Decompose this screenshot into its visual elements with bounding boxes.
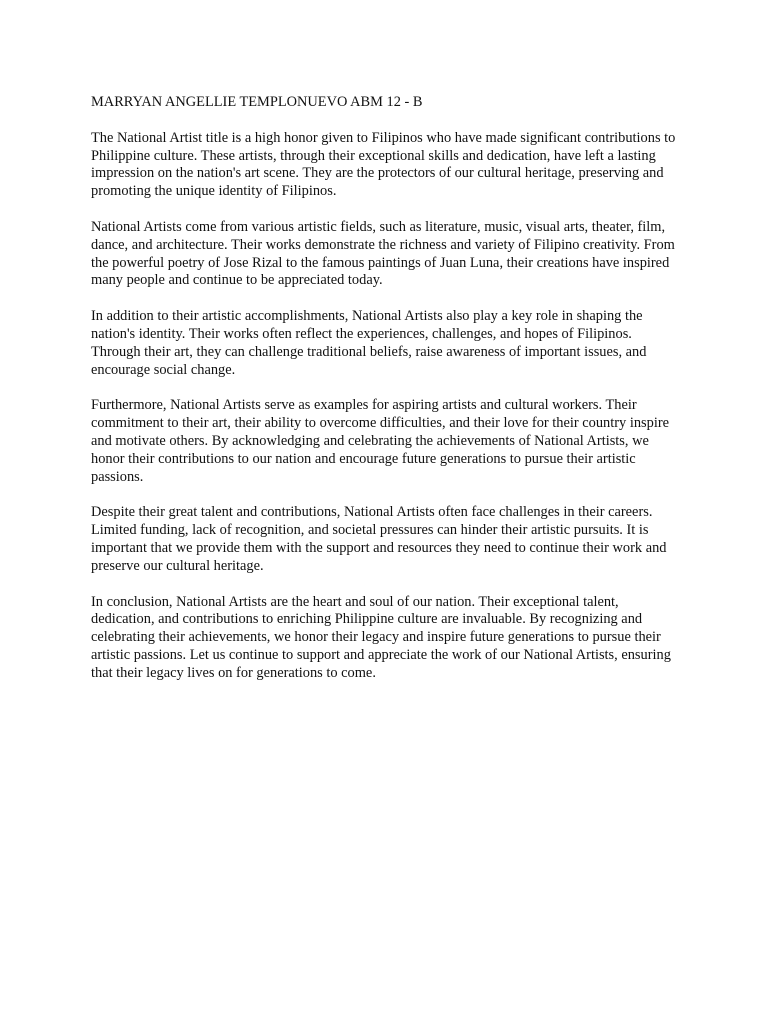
- paragraph-challenges: Despite their great talent and contributions, National Artists often face challenges in their careers. Limited funding, lack of recognition, and societal pressures can hinder their artistic pursuits. It is important that we provide them with the support and resources they need to continue their work and preserve our cultural heritage.: [91, 504, 667, 574]
- paragraph-conclusion: In conclusion, National Artists are the heart and soul of our nation. Their exceptional talent, dedication, and contributions to enriching Philippine culture are invaluable. By recognizing and celebrating their achievements, we honor their legacy and inspire future generations to pursue their artistic passions. Let us continue to support and appreciate the work of our National Artists, ensuring that their legacy lives on for generations to come.: [91, 593, 671, 681]
- paragraph-intro: The National Artist title is a high honor given to Filipinos who have made significant contributions to Philippine culture. These artists, through their exceptional skills and dedication, have left a lasting impression on the nation's art scene. They are the protectors of our cultural heritage, preserving and promoting the unique identity of Filipinos.: [91, 129, 676, 200]
- document-page: [91, 94, 683, 701]
- paragraph-role-models: Furthermore, National Artists serve as examples for aspiring artists and cultural workers. Their commitment to their art, their ability to overcome difficulties, and their love for their country inspire and motivate others. By acknowledging and celebrating the achievements of National Artists, we honor their contributions to our nation and encourage future generations to pursue their artistic passions.: [91, 397, 669, 485]
- paragraph-artistic-fields: National Artists come from various artistic fields, such as literature, music, visual arts, theater, film, dance, and architecture. Their works demonstrate the richness and variety of Filipino creativity. From the powerful poetry of Jose Rizal to the famous paintings of Juan Luna, their creations have inspired many people and continue to be appreciated today.: [91, 218, 675, 289]
- document-heading: MARRYAN ANGELLIE TEMPLONUEVO ABM 12 - B: [91, 94, 423, 110]
- paragraph-national-identity: In addition to their artistic accomplishments, National Artists also play a key role in shaping the nation's identity. Their works often reflect the experiences, challenges, and hopes of Filipinos. Through their art, they can challenge traditional beliefs, raise awareness of important issues, and encourage social change.: [91, 308, 647, 378]
